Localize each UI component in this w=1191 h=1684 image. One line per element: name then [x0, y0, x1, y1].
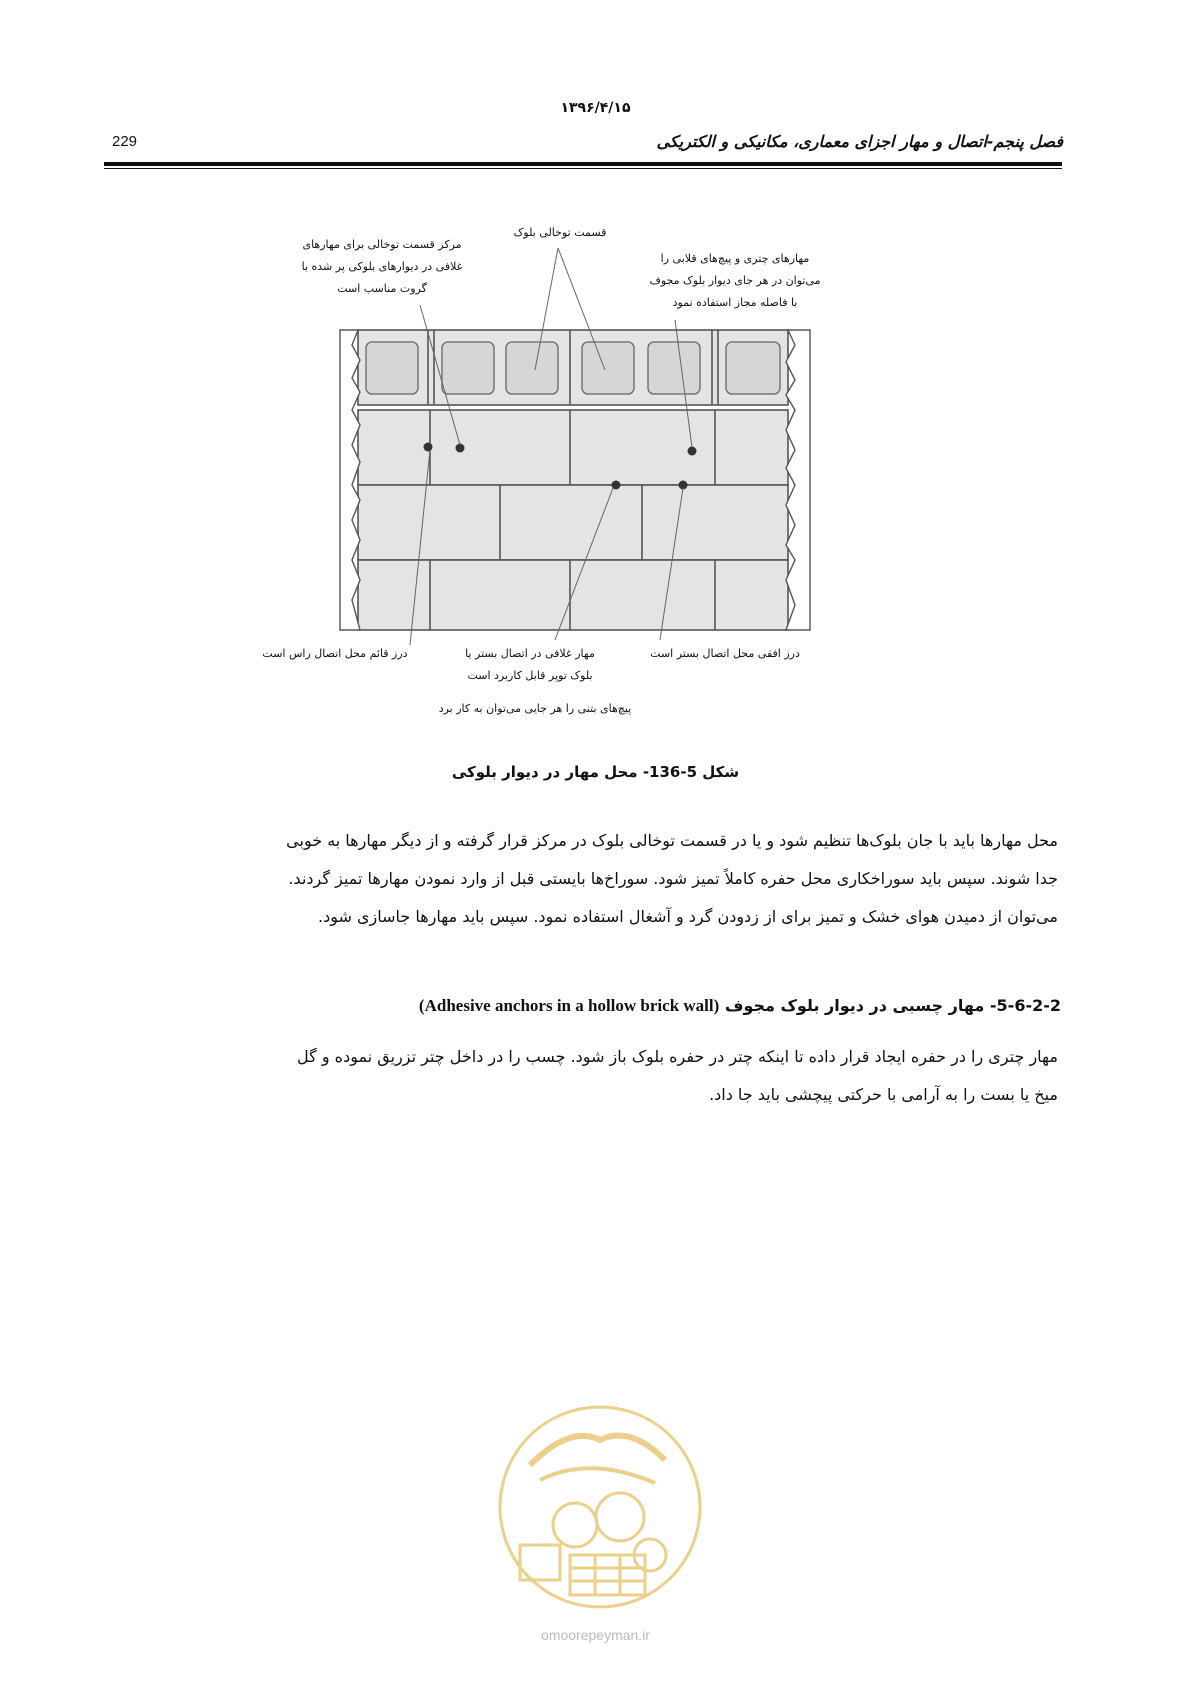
wall-course-2 [358, 410, 788, 485]
paragraph-adhesive-anchor: مهار چتری را در حفره ایجاد قرار داده تا اینکه چتر در حفره بلوک باز شود. چسب را در داخل چتر تزریق نموده و گل میخ یا بست را به آرامی با حرکتی پیچشی باید جا داد. [297, 1047, 1058, 1104]
label-hollow-part: قسمت توخالی بلوک [513, 226, 607, 239]
section-heading [419, 996, 1061, 1016]
section-heading-fa: 5-6-2-2- مهار چسبی در دیوار بلوک مجوف [724, 996, 1061, 1015]
chapter-title: فصل پنجم-اتصال و مهار اجزای معماری، مکانیکی و الکتریکی [656, 132, 1063, 151]
wall-course-top [358, 330, 788, 405]
watermark-logo-icon [480, 1395, 720, 1625]
figure-caption: شکل 5-136- محل مهار در دیوار بلوکی [451, 763, 740, 781]
wall-break-left [340, 330, 360, 630]
wall-course-4 [358, 560, 788, 630]
label-vertical-joint: درز قائم محل اتصال راس است [262, 647, 408, 660]
label-horizontal-joint: درز افقی محل اتصال بستر است [650, 647, 800, 660]
watermark-text: omoorepeyman.ir [541, 1627, 650, 1643]
label-sleeve-anchor: مهار غلافی در اتصال بستر یا بلوک توپر قابل کاربرد است [465, 647, 595, 682]
paragraph-anchor-location: محل مهارها باید با جان بلوک‌ها تنظیم شود و یا در قسمت توخالی بلوک در مرکز قرار گرفته و از دیگر مهارها به خوبی جدا شوند. سپس باید سوراخکاری محل حفره کاملاً تمیز شود. سوراخ‌ها بایستی قبل از وارد نمودن مهارها تمیز گردند. می‌توان از دمیدن هوای خشک و تمیز برای از زدودن گرد و آشغال استفاده نمود. سپس باید مهارها جاسازی شود. [286, 831, 1058, 926]
block-wall-drawing [0, 0, 1191, 740]
header-date: ۱۳۹۶/۴/۱۵ [560, 100, 631, 116]
label-umbrella-anchors: مهارهای چتری و پیچ‌های قلابی را می‌توان در هر جای دیوار بلوک مجوف با فاصله مجاز استفاده نمود [649, 252, 821, 309]
label-concrete-screws: پیچ‌های بتنی را هر جایی می‌توان به کار برد [438, 702, 632, 715]
section-heading-en: (Adhesive anchors in a hollow brick wall) [418, 996, 720, 1015]
page-number: 229 [112, 133, 138, 150]
anchor-dot [424, 443, 433, 452]
anchor-dot [688, 447, 697, 456]
label-hollow-center: مرکز قسمت توخالی برای مهارهای غلافی در دیوارهای بلوکی پر شده با گروت مناسب است [301, 238, 463, 295]
wall-break-right [786, 330, 810, 630]
